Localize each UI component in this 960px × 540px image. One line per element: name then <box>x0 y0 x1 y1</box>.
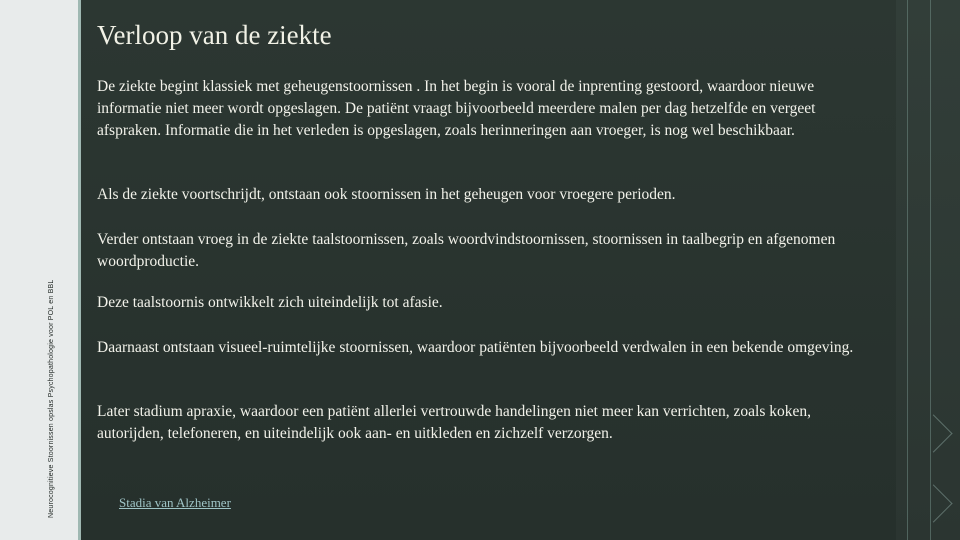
left-margin <box>0 0 78 540</box>
decor-line <box>930 0 931 540</box>
stadia-link[interactable]: Stadia van Alzheimer <box>119 495 231 510</box>
decor-line <box>907 0 908 540</box>
side-label: Neurocognitieve Stoornissen opslas Psychopathologie voor POL en BBL <box>48 279 55 518</box>
slide-title: Verloop van de ziekte <box>97 20 332 50</box>
paragraph-aphasia: Deze taalstoornis ontwikkelt zich uiteindelijk tot afasie. <box>97 294 443 311</box>
paragraph-apraxia: Later stadium apraxie, waardoor een patiënt allerlei vertrouwde handelingen niet meer kan verrichten, zoals koken, autorijden, telefoneren, en uiteindelijk ook aan- en uitkleden en zichzelf verzorgen. <box>97 403 811 442</box>
paragraph-memory: De ziekte begint klassiek met geheugenstoornissen . In het begin is vooral de inprenting gestoord, waardoor nieuwe informatie niet meer wordt opgeslagen. De patiënt vraagt bijvoorbeeld meerdere malen per dag hetzelfde en vergeet afspraken. Informatie die in het verleden is opgeslagen, zoals herinneringen aan vroeger, is nog wel beschikbaar. <box>97 78 816 139</box>
right-decor-strip <box>896 0 960 540</box>
paragraph-progression: Als de ziekte voortschrijdt, ontstaan ook stoornissen in het geheugen voor vroegere perioden. <box>97 186 676 203</box>
paragraph-visuospatial: Daarnaast ontstaan visueel-ruimtelijke stoornissen, waardoor patiënten bijvoorbeeld verdwalen in een bekende omgeving. <box>97 339 854 356</box>
paragraph-language: Verder ontstaan vroeg in de ziekte taalstoornissen, zoals woordvindstoornissen, stoornissen in taalbegrip en afgenomen woordproductie. <box>97 231 836 270</box>
